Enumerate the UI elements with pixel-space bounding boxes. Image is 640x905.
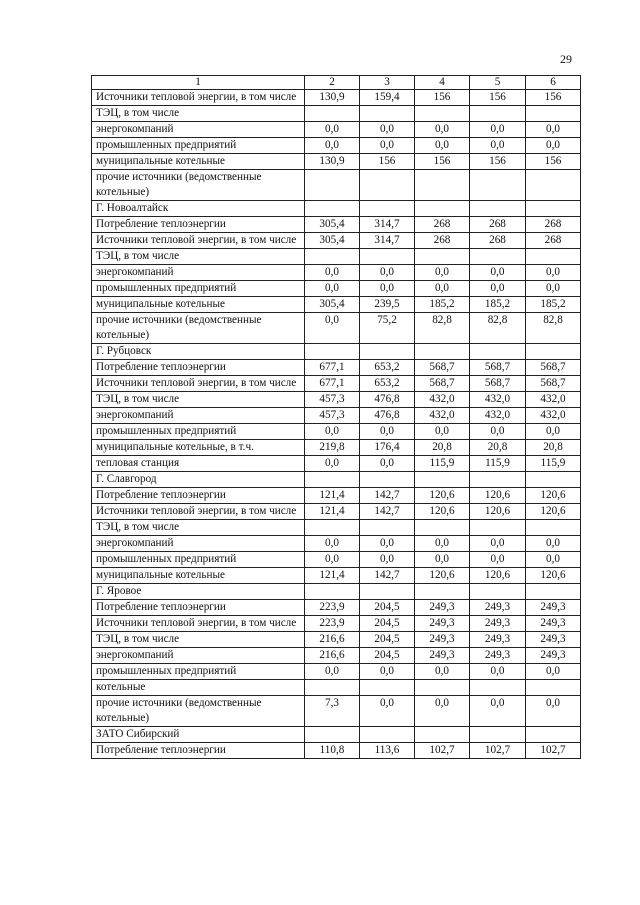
- row-label: муниципальные котельные: [92, 568, 305, 584]
- row-label: промышленных предприятий: [92, 552, 305, 568]
- row-label: ТЭЦ, в том числе: [92, 392, 305, 408]
- row-label: энергокомпаний: [92, 648, 305, 664]
- value-cell: 156: [415, 90, 470, 106]
- value-cell: 185,2: [415, 297, 470, 313]
- value-cell: 0,0: [305, 122, 360, 138]
- value-cell: 115,9: [470, 456, 526, 472]
- value-cell: 0,0: [305, 138, 360, 154]
- value-cell: 223,9: [305, 616, 360, 632]
- value-cell: 239,5: [360, 297, 415, 313]
- value-cell: [470, 249, 526, 265]
- value-cell: [305, 170, 360, 201]
- value-cell: 142,7: [360, 504, 415, 520]
- value-cell: 20,8: [415, 440, 470, 456]
- table-row: [92, 424, 581, 440]
- value-cell: 0,0: [415, 552, 470, 568]
- value-cell: [360, 472, 415, 488]
- row-label: энергокомпаний: [92, 122, 305, 138]
- value-cell: 0,0: [470, 696, 526, 727]
- value-cell: 0,0: [360, 696, 415, 727]
- value-cell: 0,0: [305, 552, 360, 568]
- value-cell: [415, 201, 470, 217]
- row-label: Источники тепловой энергии, в том числе: [92, 376, 305, 392]
- row-label: прочие источники (ведомственные котельные): [92, 313, 305, 344]
- value-cell: 0,0: [470, 138, 526, 154]
- value-cell: 110,8: [305, 743, 360, 759]
- value-cell: 216,6: [305, 648, 360, 664]
- value-cell: [415, 106, 470, 122]
- table-row: [92, 616, 581, 632]
- value-cell: [360, 344, 415, 360]
- value-cell: 204,5: [360, 632, 415, 648]
- value-cell: 0,0: [415, 424, 470, 440]
- row-label: Потребление теплоэнергии: [92, 743, 305, 759]
- value-cell: 0,0: [415, 536, 470, 552]
- value-cell: 0,0: [470, 536, 526, 552]
- value-cell: 0,0: [415, 281, 470, 297]
- value-cell: 0,0: [526, 265, 581, 281]
- table-row: [92, 297, 581, 313]
- value-cell: 0,0: [360, 138, 415, 154]
- value-cell: 268: [470, 217, 526, 233]
- value-cell: 0,0: [305, 664, 360, 680]
- value-cell: 0,0: [415, 265, 470, 281]
- value-cell: 249,3: [526, 648, 581, 664]
- value-cell: 102,7: [526, 743, 581, 759]
- value-cell: 0,0: [360, 664, 415, 680]
- value-cell: 0,0: [526, 424, 581, 440]
- value-cell: [526, 170, 581, 201]
- header-cell: 6: [526, 76, 581, 90]
- table-row: [92, 456, 581, 472]
- value-cell: 432,0: [415, 408, 470, 424]
- table-row: [92, 727, 581, 743]
- table-row: [92, 520, 581, 536]
- value-cell: 219,8: [305, 440, 360, 456]
- value-cell: 249,3: [415, 648, 470, 664]
- value-cell: [415, 472, 470, 488]
- value-cell: [305, 520, 360, 536]
- value-cell: 249,3: [415, 600, 470, 616]
- value-cell: 20,8: [470, 440, 526, 456]
- value-cell: [415, 727, 470, 743]
- header-cell: 4: [415, 76, 470, 90]
- row-label: ТЭЦ, в том числе: [92, 249, 305, 265]
- value-cell: 568,7: [526, 360, 581, 376]
- value-cell: [360, 584, 415, 600]
- value-cell: 0,0: [360, 456, 415, 472]
- value-cell: 82,8: [526, 313, 581, 344]
- value-cell: 432,0: [526, 392, 581, 408]
- row-label: промышленных предприятий: [92, 138, 305, 154]
- row-label: промышленных предприятий: [92, 664, 305, 680]
- table-row: [92, 154, 581, 170]
- value-cell: 568,7: [415, 360, 470, 376]
- value-cell: 121,4: [305, 488, 360, 504]
- row-label: Источники тепловой энергии, в том числе: [92, 616, 305, 632]
- value-cell: 102,7: [415, 743, 470, 759]
- value-cell: 476,8: [360, 408, 415, 424]
- value-cell: 156: [526, 154, 581, 170]
- table-row: [92, 743, 581, 759]
- value-cell: 204,5: [360, 600, 415, 616]
- value-cell: [360, 520, 415, 536]
- row-label: ТЭЦ, в том числе: [92, 520, 305, 536]
- value-cell: 120,6: [470, 488, 526, 504]
- value-cell: 156: [470, 90, 526, 106]
- value-cell: 156: [470, 154, 526, 170]
- value-cell: 268: [526, 217, 581, 233]
- value-cell: 159,4: [360, 90, 415, 106]
- table-body: [92, 76, 581, 759]
- value-cell: 568,7: [415, 376, 470, 392]
- table-row: [92, 664, 581, 680]
- row-label: Г. Рубцовск: [92, 344, 305, 360]
- value-cell: 249,3: [526, 616, 581, 632]
- row-label: энергокомпаний: [92, 536, 305, 552]
- table-row: [92, 696, 581, 727]
- row-label: Источники тепловой энергии, в том числе: [92, 233, 305, 249]
- table-row: [92, 376, 581, 392]
- value-cell: 82,8: [470, 313, 526, 344]
- value-cell: 120,6: [526, 488, 581, 504]
- value-cell: [305, 249, 360, 265]
- value-cell: 120,6: [470, 568, 526, 584]
- row-label: энергокомпаний: [92, 265, 305, 281]
- value-cell: 0,0: [526, 552, 581, 568]
- value-cell: [305, 584, 360, 600]
- value-cell: 249,3: [470, 632, 526, 648]
- value-cell: 432,0: [470, 392, 526, 408]
- value-cell: 268: [526, 233, 581, 249]
- value-cell: 121,4: [305, 504, 360, 520]
- value-cell: [470, 472, 526, 488]
- value-cell: [415, 520, 470, 536]
- value-cell: [526, 680, 581, 696]
- value-cell: [470, 344, 526, 360]
- table-row: [92, 584, 581, 600]
- value-cell: 249,3: [470, 616, 526, 632]
- table-row: [92, 632, 581, 648]
- value-cell: [360, 249, 415, 265]
- table-row: [92, 233, 581, 249]
- table-row: [92, 90, 581, 106]
- value-cell: [526, 584, 581, 600]
- table-row: [92, 600, 581, 616]
- value-cell: [415, 170, 470, 201]
- value-cell: [360, 170, 415, 201]
- value-cell: 268: [415, 233, 470, 249]
- table-row: [92, 170, 581, 201]
- value-cell: 457,3: [305, 392, 360, 408]
- page-number: 29: [560, 52, 572, 66]
- value-cell: [305, 680, 360, 696]
- value-cell: 653,2: [360, 360, 415, 376]
- value-cell: 0,0: [360, 424, 415, 440]
- value-cell: 0,0: [415, 696, 470, 727]
- value-cell: 432,0: [415, 392, 470, 408]
- value-cell: 0,0: [305, 265, 360, 281]
- data-table: [91, 75, 581, 759]
- value-cell: 82,8: [415, 313, 470, 344]
- value-cell: 0,0: [415, 138, 470, 154]
- value-cell: 249,3: [526, 600, 581, 616]
- value-cell: 120,6: [415, 488, 470, 504]
- value-cell: [470, 170, 526, 201]
- value-cell: 0,0: [526, 122, 581, 138]
- row-label: ТЭЦ, в том числе: [92, 632, 305, 648]
- value-cell: 75,2: [360, 313, 415, 344]
- table-row: [92, 249, 581, 265]
- row-label: котельные: [92, 680, 305, 696]
- value-cell: 0,0: [360, 552, 415, 568]
- value-cell: 268: [415, 217, 470, 233]
- value-cell: 156: [415, 154, 470, 170]
- value-cell: 0,0: [470, 122, 526, 138]
- value-cell: 305,4: [305, 297, 360, 313]
- value-cell: 120,6: [415, 504, 470, 520]
- table-row: [92, 680, 581, 696]
- value-cell: [415, 249, 470, 265]
- header-cell: 1: [92, 76, 305, 90]
- table-row: [92, 201, 581, 217]
- row-label: Потребление теплоэнергии: [92, 600, 305, 616]
- value-cell: 0,0: [526, 138, 581, 154]
- value-cell: 20,8: [526, 440, 581, 456]
- value-cell: 130,9: [305, 154, 360, 170]
- value-cell: 249,3: [415, 616, 470, 632]
- value-cell: 568,7: [526, 376, 581, 392]
- value-cell: 216,6: [305, 632, 360, 648]
- value-cell: [526, 344, 581, 360]
- value-cell: 156: [360, 154, 415, 170]
- row-label: муниципальные котельные: [92, 297, 305, 313]
- value-cell: 0,0: [470, 265, 526, 281]
- value-cell: [305, 472, 360, 488]
- value-cell: 0,0: [470, 552, 526, 568]
- value-cell: [305, 344, 360, 360]
- value-cell: 432,0: [526, 408, 581, 424]
- table-row: [92, 472, 581, 488]
- value-cell: [360, 106, 415, 122]
- header-cell: 5: [470, 76, 526, 90]
- value-cell: 0,0: [360, 122, 415, 138]
- value-cell: 185,2: [526, 297, 581, 313]
- value-cell: [526, 201, 581, 217]
- value-cell: 0,0: [470, 424, 526, 440]
- table-row: [92, 122, 581, 138]
- value-cell: 568,7: [470, 376, 526, 392]
- value-cell: [470, 727, 526, 743]
- value-cell: 142,7: [360, 488, 415, 504]
- value-cell: 204,5: [360, 616, 415, 632]
- value-cell: 653,2: [360, 376, 415, 392]
- value-cell: [526, 106, 581, 122]
- value-cell: 0,0: [360, 536, 415, 552]
- value-cell: [526, 472, 581, 488]
- value-cell: [305, 727, 360, 743]
- value-cell: [305, 106, 360, 122]
- value-cell: 102,7: [470, 743, 526, 759]
- header-cell: 3: [360, 76, 415, 90]
- table-row: [92, 552, 581, 568]
- row-label: Потребление теплоэнергии: [92, 360, 305, 376]
- value-cell: 0,0: [305, 313, 360, 344]
- value-cell: 0,0: [360, 265, 415, 281]
- value-cell: [470, 584, 526, 600]
- value-cell: 142,7: [360, 568, 415, 584]
- value-cell: [470, 520, 526, 536]
- table-row: [92, 281, 581, 297]
- value-cell: [305, 201, 360, 217]
- value-cell: 120,6: [526, 504, 581, 520]
- value-cell: [526, 520, 581, 536]
- value-cell: 0,0: [526, 696, 581, 727]
- value-cell: 204,5: [360, 648, 415, 664]
- value-cell: 185,2: [470, 297, 526, 313]
- value-cell: 156: [526, 90, 581, 106]
- row-label: прочие источники (ведомственные котельные): [92, 170, 305, 201]
- table-row: [92, 440, 581, 456]
- value-cell: 121,4: [305, 568, 360, 584]
- value-cell: 0,0: [305, 536, 360, 552]
- table-row: [92, 265, 581, 281]
- table-row: [92, 408, 581, 424]
- row-label: Г. Славгород: [92, 472, 305, 488]
- value-cell: [470, 106, 526, 122]
- row-label: муниципальные котельные, в т.ч.: [92, 440, 305, 456]
- table-row: [92, 138, 581, 154]
- row-label: Источники тепловой энергии, в том числе: [92, 90, 305, 106]
- table-row: [92, 568, 581, 584]
- table-row: [92, 504, 581, 520]
- value-cell: [526, 249, 581, 265]
- table-row: [92, 217, 581, 233]
- value-cell: 677,1: [305, 360, 360, 376]
- table-row: [92, 536, 581, 552]
- value-cell: 305,4: [305, 233, 360, 249]
- value-cell: 0,0: [470, 281, 526, 297]
- value-cell: 476,8: [360, 392, 415, 408]
- value-cell: 120,6: [470, 504, 526, 520]
- row-label: энергокомпаний: [92, 408, 305, 424]
- value-cell: 249,3: [470, 648, 526, 664]
- row-label: Потребление теплоэнергии: [92, 488, 305, 504]
- row-label: тепловая станция: [92, 456, 305, 472]
- value-cell: 176,4: [360, 440, 415, 456]
- value-cell: 0,0: [360, 281, 415, 297]
- value-cell: 0,0: [526, 536, 581, 552]
- value-cell: 677,1: [305, 376, 360, 392]
- value-cell: 0,0: [305, 424, 360, 440]
- value-cell: 0,0: [526, 281, 581, 297]
- table-row: [92, 648, 581, 664]
- value-cell: 314,7: [360, 217, 415, 233]
- header-cell: 2: [305, 76, 360, 90]
- value-cell: 0,0: [470, 664, 526, 680]
- value-cell: 0,0: [526, 664, 581, 680]
- row-label: ЗАТО Сибирский: [92, 727, 305, 743]
- value-cell: 432,0: [470, 408, 526, 424]
- value-cell: 305,4: [305, 217, 360, 233]
- value-cell: 115,9: [415, 456, 470, 472]
- value-cell: 249,3: [470, 600, 526, 616]
- value-cell: [415, 344, 470, 360]
- row-label: промышленных предприятий: [92, 424, 305, 440]
- table-row: [92, 106, 581, 122]
- value-cell: 120,6: [415, 568, 470, 584]
- table-header-row: [92, 76, 581, 90]
- value-cell: 0,0: [415, 664, 470, 680]
- value-cell: [470, 680, 526, 696]
- row-label: промышленных предприятий: [92, 281, 305, 297]
- value-cell: [526, 727, 581, 743]
- value-cell: 130,9: [305, 90, 360, 106]
- table-row: [92, 360, 581, 376]
- value-cell: 568,7: [470, 360, 526, 376]
- row-label: Потребление теплоэнергии: [92, 217, 305, 233]
- value-cell: 268: [470, 233, 526, 249]
- value-cell: [360, 201, 415, 217]
- table-row: [92, 344, 581, 360]
- row-label: Г. Яровое: [92, 584, 305, 600]
- table-row: [92, 392, 581, 408]
- value-cell: [360, 680, 415, 696]
- value-cell: 120,6: [526, 568, 581, 584]
- table-row: [92, 313, 581, 344]
- value-cell: [470, 201, 526, 217]
- row-label: муниципальные котельные: [92, 154, 305, 170]
- row-label: ТЭЦ, в том числе: [92, 106, 305, 122]
- value-cell: 7,3: [305, 696, 360, 727]
- value-cell: 113,6: [360, 743, 415, 759]
- value-cell: 0,0: [305, 281, 360, 297]
- value-cell: 223,9: [305, 600, 360, 616]
- value-cell: [360, 727, 415, 743]
- value-cell: 115,9: [526, 456, 581, 472]
- value-cell: 0,0: [305, 456, 360, 472]
- value-cell: 0,0: [415, 122, 470, 138]
- row-label: Г. Новоалтайск: [92, 201, 305, 217]
- row-label: Источники тепловой энергии, в том числе: [92, 504, 305, 520]
- value-cell: [415, 680, 470, 696]
- value-cell: 249,3: [415, 632, 470, 648]
- value-cell: 457,3: [305, 408, 360, 424]
- value-cell: 314,7: [360, 233, 415, 249]
- table-row: [92, 488, 581, 504]
- value-cell: 249,3: [526, 632, 581, 648]
- row-label: прочие источники (ведомственные котельные): [92, 696, 305, 727]
- value-cell: [415, 584, 470, 600]
